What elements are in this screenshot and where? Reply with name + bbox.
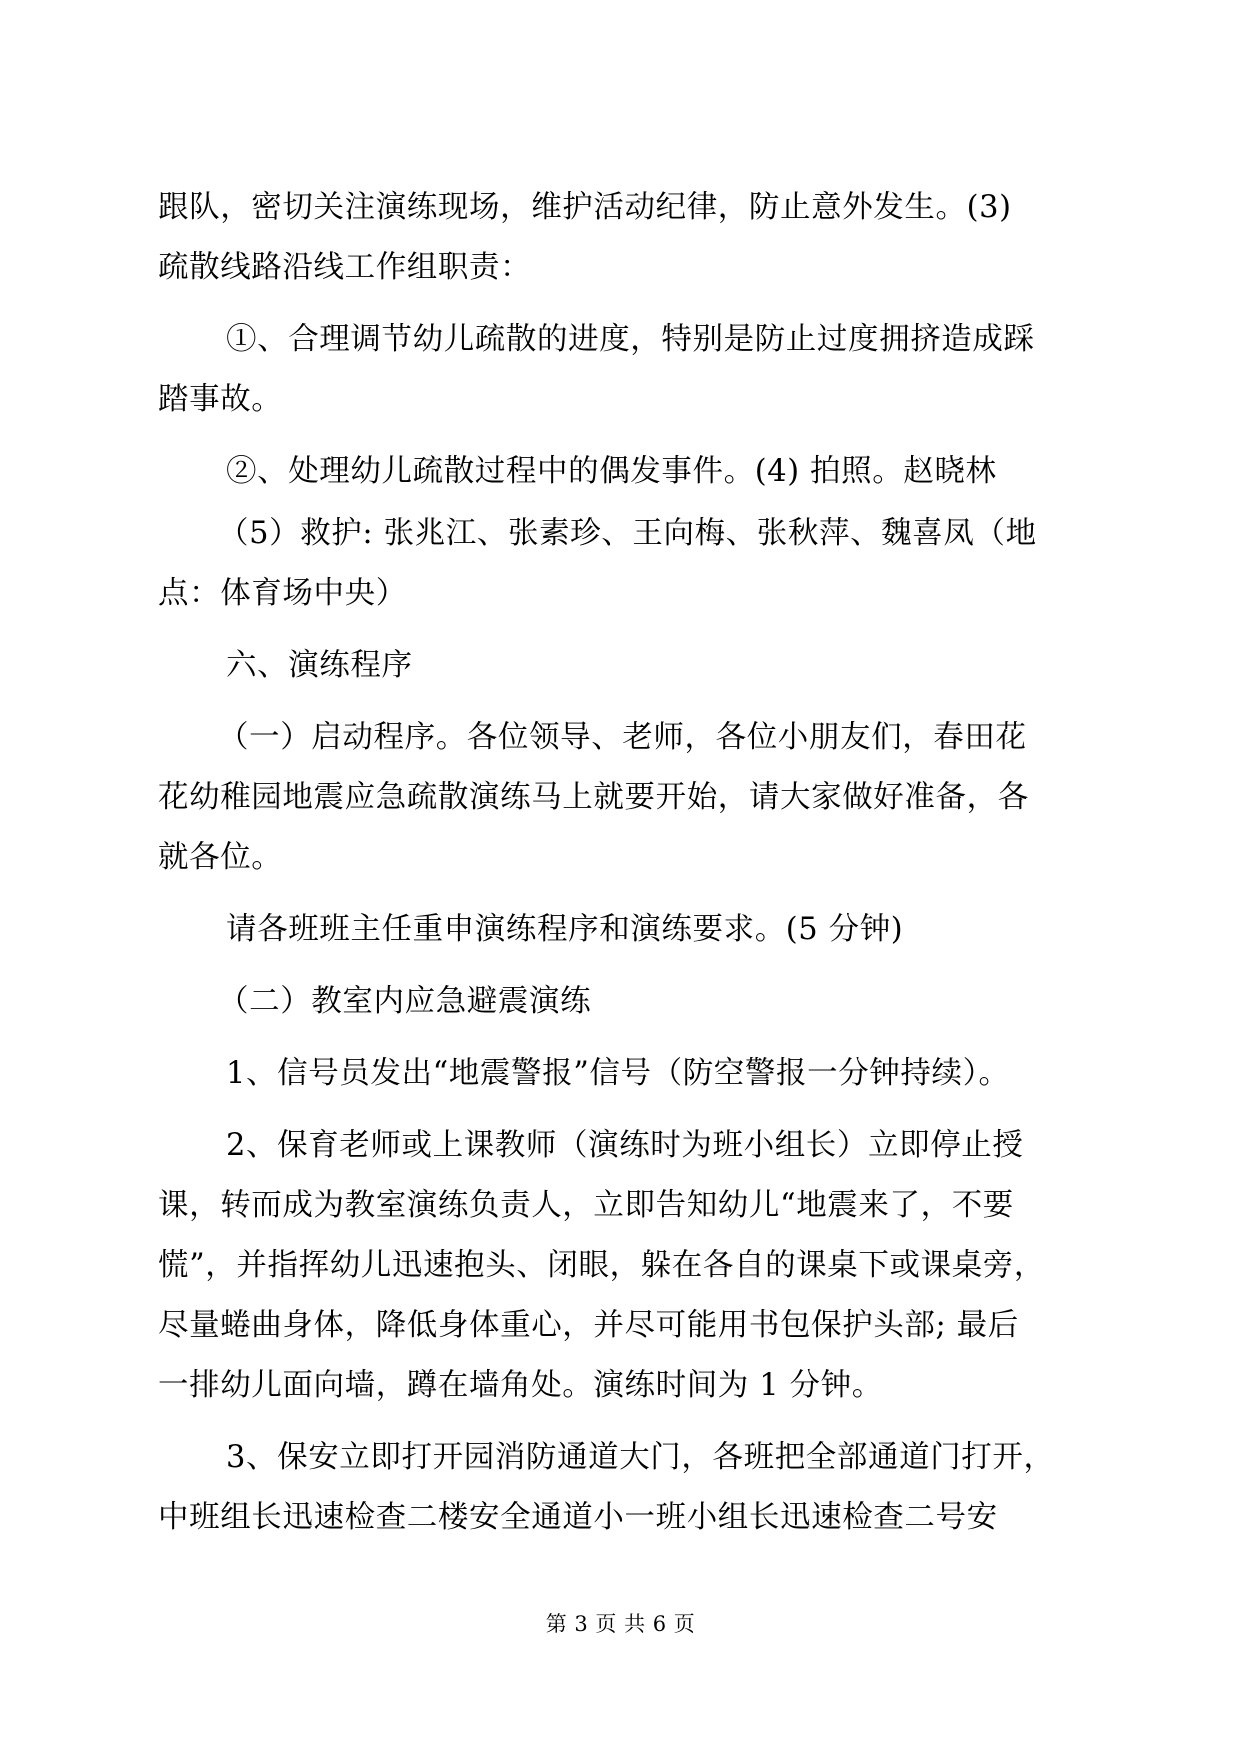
text-line: 踏事故。	[158, 382, 283, 417]
text-line: ②、处理幼儿疏散过程中的偶发事件。(4) 拍照。赵晓林	[226, 454, 997, 489]
text-line: 2、保育老师或上课教师（演练时为班小组长）立即停止授	[226, 1128, 1024, 1163]
text-line: 就各位。	[158, 840, 283, 875]
text-line: 尽量蜷曲身体，降低身体重心，并尽可能用书包保护头部; 最后	[158, 1308, 1019, 1343]
text-line: 3、保安立即打开园消防通道大门，各班把全部通道门打开，	[226, 1440, 1055, 1475]
text-line: 中班组长迅速检查二楼安全通道小一班小组长迅速检查二号安	[158, 1500, 998, 1535]
page-number-footer: 第 3 页 共 6 页	[545, 1612, 696, 1636]
text-line: 一排幼儿面向墙，蹲在墙角处。演练时间为 1 分钟。	[158, 1368, 883, 1403]
text-line: 课，转而成为教室演练负责人，立即告知幼儿“地震来了，不要	[158, 1188, 1014, 1223]
subsection-heading: （二）教室内应急避震演练	[218, 984, 592, 1019]
text-line: 跟队，密切关注演练现场，维护活动纪律，防止意外发生。(3)	[158, 190, 1012, 225]
text-line: 花幼稚园地震应急疏散演练马上就要开始，请大家做好准备，各	[158, 780, 1029, 815]
section-heading: 六、演练程序	[226, 648, 413, 683]
text-line: 慌”，并指挥幼儿迅速抱头、闭眼，躲在各自的课桌下或课桌旁，	[158, 1248, 1045, 1283]
text-line: 疏散线路沿线工作组职责：	[158, 250, 532, 285]
text-line: 请各班班主任重申演练程序和演练要求。(5 分钟)	[226, 912, 904, 947]
text-line: 点：体育场中央）	[158, 576, 407, 611]
text-line: （5）救护: 张兆江、张素珍、王向梅、张秋萍、魏喜凤（地	[218, 516, 1037, 551]
text-line: （一）启动程序。各位领导、老师，各位小朋友们，春田花	[218, 720, 1027, 755]
text-line: ①、合理调节幼儿疏散的进度，特别是防止过度拥挤造成踩	[226, 322, 1035, 357]
text-line: 1、信号员发出“地震警报”信号（防空警报一分钟持续）。	[226, 1056, 1010, 1091]
